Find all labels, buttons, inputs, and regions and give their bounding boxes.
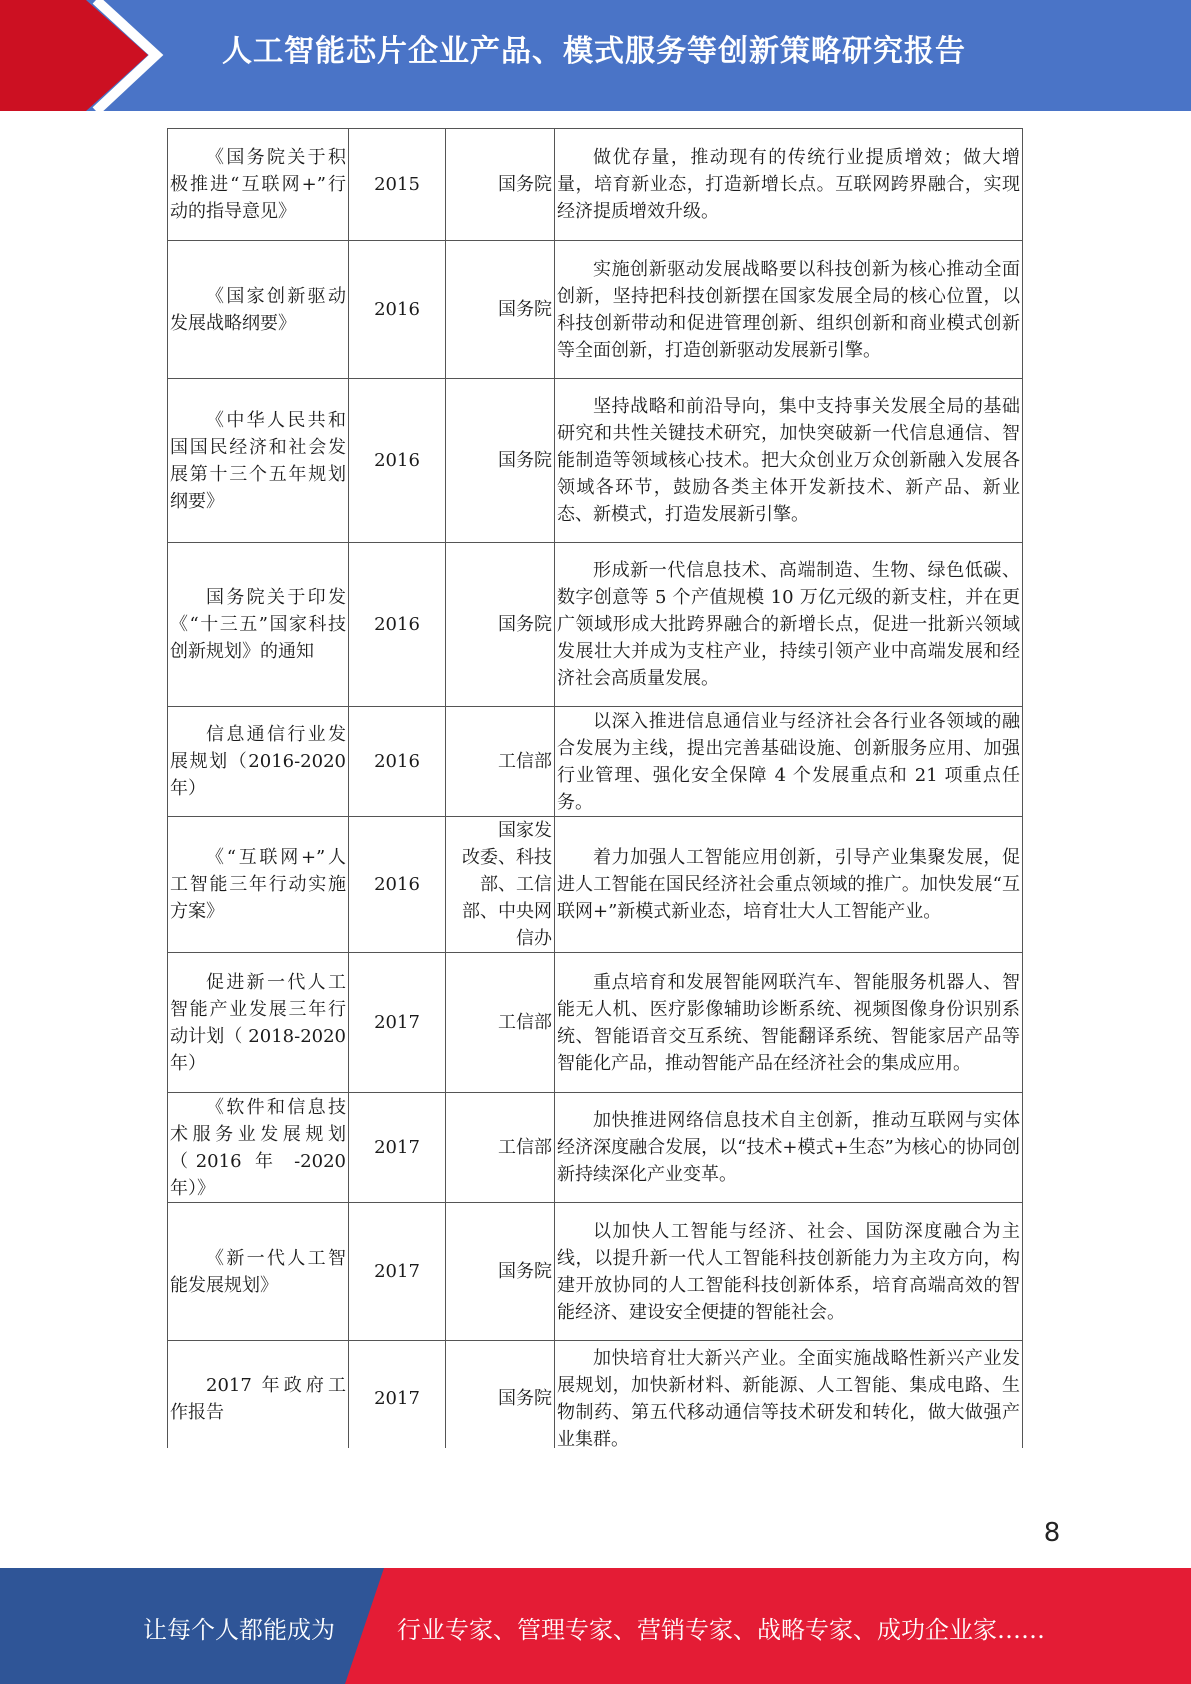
year-cell: 2016	[349, 707, 446, 817]
policy-name-cell: 2017 年政府工作报告	[168, 1341, 349, 1449]
policy-name-cell: 促进新一代人工智能产业发展三年行动计划（ 2018-2020 年）	[168, 953, 349, 1093]
content-cell: 做优存量，推动现有的传统行业提质增效；做大增量，培育新业态，打造新增长点。互联网跨界融合，实现经济提质增效升级。	[555, 129, 1023, 241]
policy-table	[167, 128, 1023, 1448]
header-title: 人工智能芯片企业产品、模式服务等创新策略研究报告	[222, 34, 966, 69]
issuer-cell: 国务院	[446, 543, 555, 707]
year-cell: 2017	[349, 953, 446, 1093]
page-number: 8	[1043, 1518, 1061, 1548]
table-row	[168, 953, 1023, 1093]
issuer-cell: 工信部	[446, 1093, 555, 1203]
content-cell: 形成新一代信息技术、高端制造、生物、绿色低碳、数字创意等 5 个产值规模 10 万亿元级的新支柱，并在更广领域形成大批跨界融合的新增长点，促进一批新兴领域发展壮大并成为支柱产业，持续引领产业中高端发展和经济社会高质量发展。	[555, 543, 1023, 707]
table-row	[168, 707, 1023, 817]
table-row	[168, 1093, 1023, 1203]
content-cell: 以加快人工智能与经济、社会、国防深度融合为主线，以提升新一代人工智能科技创新能力为主攻方向，构建开放协同的人工智能科技创新体系，培育高端高效的智能经济、建设安全便捷的智能社会。	[555, 1203, 1023, 1341]
year-cell: 2016	[349, 543, 446, 707]
content-cell: 着力加强人工智能应用创新，引导产业集聚发展，促进人工智能在国民经济社会重点领域的推广。加快发展“互联网+”新模式新业态，培育壮大人工智能产业。	[555, 817, 1023, 953]
policy-name-cell: 《国务院关于积极推进“互联网+”行动的指导意见》	[168, 129, 349, 241]
policy-name-cell: 国务院关于印发《“十三五”国家科技创新规划》的通知	[168, 543, 349, 707]
year-cell: 2017	[349, 1093, 446, 1203]
issuer-cell: 国务院	[446, 1203, 555, 1341]
footer-slogan-left: 让每个人都能成为	[143, 1616, 335, 1644]
policy-name-cell: 《“互联网+”人工智能三年行动实施方案》	[168, 817, 349, 953]
table-row	[168, 817, 1023, 953]
content-cell: 加快培育壮大新兴产业。全面实施战略性新兴产业发展规划，加快新材料、新能源、人工智能、集成电路、生物制药、第五代移动通信等技术研发和转化，做大做强产业集群。	[555, 1341, 1023, 1449]
year-cell: 2016	[349, 817, 446, 953]
table-row	[168, 543, 1023, 707]
policy-name-cell: 《中华人民共和国国民经济和社会发展第十三个五年规划纲要》	[168, 379, 349, 543]
policy-name-cell: 信息通信行业发展规划（2016-2020 年）	[168, 707, 349, 817]
issuer-cell: 国家发改委、科技部、工信部、中央网信办	[446, 817, 555, 953]
table-row	[168, 129, 1023, 241]
content-cell: 实施创新驱动发展战略要以科技创新为核心推动全面创新，坚持把科技创新摆在国家发展全局的核心位置，以科技创新带动和促进管理创新、组织创新和商业模式创新等全面创新，打造创新驱动发展新引擎。	[555, 241, 1023, 379]
year-cell: 2015	[349, 129, 446, 241]
table-row	[168, 1341, 1023, 1449]
issuer-cell: 国务院	[446, 129, 555, 241]
year-cell: 2017	[349, 1203, 446, 1341]
policy-name-cell: 《国家创新驱动发展战略纲要》	[168, 241, 349, 379]
year-cell: 2017	[349, 1341, 446, 1449]
footer-slogan-right: 行业专家、管理专家、营销专家、战略专家、成功企业家……	[397, 1616, 1045, 1644]
issuer-cell: 工信部	[446, 707, 555, 817]
year-cell: 2016	[349, 379, 446, 543]
content-cell: 以深入推进信息通信业与经济社会各行业各领域的融合发展为主线，提出完善基础设施、创新服务应用、加强行业管理、强化安全保障 4 个发展重点和 21 项重点任务。	[555, 707, 1023, 817]
content-cell: 坚持战略和前沿导向，集中支持事关发展全局的基础研究和共性关键技术研究，加快突破新一代信息通信、智能制造等领域核心技术。把大众创业万众创新融入发展各领域各环节，鼓励各类主体开发新技术、新产品、新业态、新模式，打造发展新引擎。	[555, 379, 1023, 543]
issuer-cell: 工信部	[446, 953, 555, 1093]
policy-name-cell: 《软件和信息技术服务业发展规划（2016 年 -2020 年）》	[168, 1093, 349, 1203]
issuer-cell: 国务院	[446, 241, 555, 379]
report-header	[0, 0, 1191, 111]
issuer-cell: 国务院	[446, 379, 555, 543]
content-cell: 重点培育和发展智能网联汽车、智能服务机器人、智能无人机、医疗影像辅助诊断系统、视频图像身份识别系统、智能语音交互系统、智能翻译系统、智能家居产品等智能化产品，推动智能产品在经济社会的集成应用。	[555, 953, 1023, 1093]
table-row	[168, 241, 1023, 379]
report-footer	[0, 1568, 1191, 1684]
issuer-cell: 国务院	[446, 1341, 555, 1449]
year-cell: 2016	[349, 241, 446, 379]
policy-name-cell: 《新一代人工智能发展规划》	[168, 1203, 349, 1341]
content-cell: 加快推进网络信息技术自主创新，推动互联网与实体经济深度融合发展，以“技术+模式+生态”为核心的协同创新持续深化产业变革。	[555, 1093, 1023, 1203]
table-row	[168, 379, 1023, 543]
policy-table-container	[167, 128, 1023, 1448]
table-row	[168, 1203, 1023, 1341]
